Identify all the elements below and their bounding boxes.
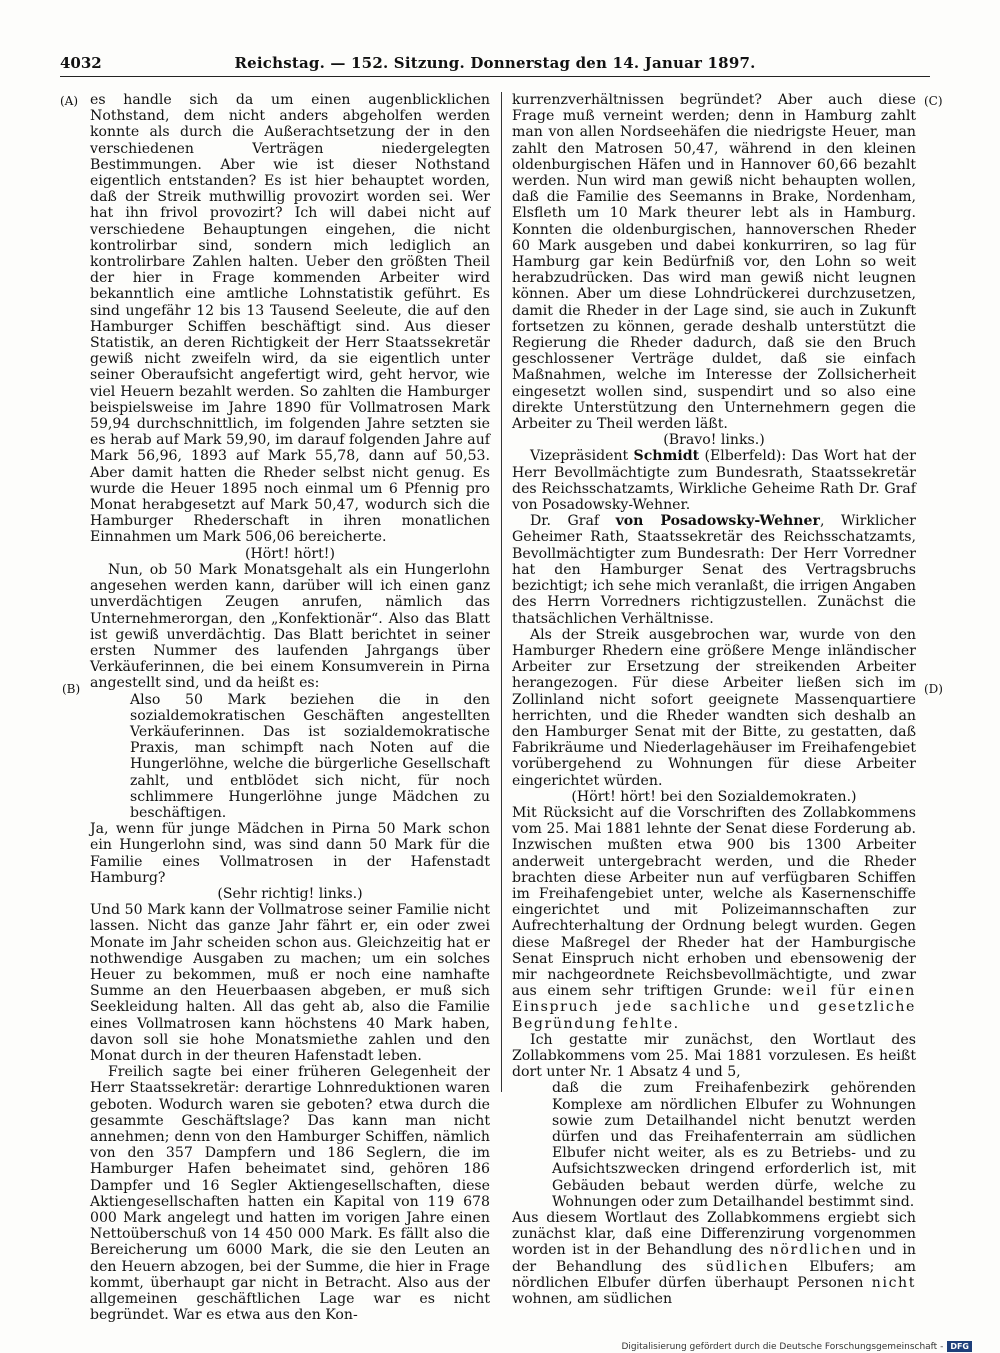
dfg-logo: DFG: [947, 1341, 972, 1352]
page-header: [60, 50, 930, 77]
right-column: [512, 92, 917, 1308]
paragraph-text: Aus diesem Wortlaut des Zollabkommens ergiebt sich zunächst klar, daß eine Differenzirung vorgenommen worden ist in der Behandlung des: [512, 1210, 916, 1259]
speaker-title: Vizepräsident: [530, 448, 634, 465]
paragraph: Nun, ob 50 Mark Monatsgehalt als ein Hungerlohn angesehen werden kann, darüber will ich einen ganz unverdächtigen Zeugen anrufen, nämlich das Unternehmerorgan, den „Konfektionär“. Also das Blatt ist gewiß unverdächtig. Das Blatt berichtet in seiner ersten Nummer des laufenden Jahrgangs über Verkäuferinnen, die bei einem Konsumverein in Pirna angestellt sind, und da heißt es:: [90, 561, 490, 692]
paragraph-text: wohnen, am südlichen: [512, 1291, 673, 1308]
paragraph-text: und in der Behandlung des: [512, 1242, 916, 1275]
emphasized-text: nicht: [871, 1274, 916, 1291]
paragraph-text: Mit Rücksicht auf die Vorschriften des Zollabkommens vom 25. Mai 1881 lehnte der Senat diese Forderung ab. Inzwischen mußten etwa 900 bis 1300 Arbeiter anderweit untergebracht werden, und die Rheder brachten diese Arbeiter nun auf verfügbaren Schiffen im Freihafengebiet unter, welche als Kasernenschiffe eingerichtet und mit Polizeimannschaften zur Aufrechterhaltung der Ordnung belegt wurden. Gegen diese Maßregel der Rheder hat der Hamburgische Senat Einspruch nicht erhoben und ebensowenig der mir nachgeordnete Reichsbevollmächtigte, und zwar aus einem sehr triftigen Grunde:: [512, 804, 916, 1000]
paragraph: [512, 805, 916, 1032]
paragraph: Ich gestatte mir zunächst, den Wortlaut des Zollabkommens vom 25. Mai 1881 vorzulesen. Es heißt dort unter Nr. 1 Absatz 4 und 5,: [512, 1031, 916, 1081]
speaker-name: von Posadowsky-Wehner: [615, 513, 820, 530]
interjection: (Bravo! links.): [663, 432, 765, 449]
speaker-title: Dr. Graf: [530, 513, 616, 530]
speaker-text: , Wirklicher Geheimer Rath, Staatssekretär des Reichsschatzamts, Bevollmächtigter zum Bundesrath: Der Herr Vorredner hat den Hamburger Senat des Vertragsbruchs bezichtigt; ich sehe mich veranlaßt, die irrigen Angaben des Herrn Vorredners richtigzustellen. Zunächst die thatsächlichen Verhältnisse.: [512, 513, 917, 627]
speaker-name: Schmidt: [633, 448, 700, 465]
paragraph: Als der Streik ausgebrochen war, wurde von den Hamburger Rhedern eine größere Menge inländischer Arbeiter zur Ersetzung der streikenden Arbeiter herangezogen. Für diese Arbeiter ließen sich im Zollinland nicht sofort geeignete Massenquartiere herrichten, und die Rheder wandten sich deshalb an den Hamburger Senat mit der Bitte, zu gestatten, daß Fabrikräume und Niederlagehäuser im Freihafengebiet vorübergehend zu Wohnungen für diese Arbeiter eingerichtet würden.: [512, 626, 916, 789]
paragraph: kurrenzverhältnissen begründet? Aber auch diese Frage muß verneint werden; denn in Hamburg zahlt man von allen Nordseehäfen die niedrigste Heuer, man zahlt den Matrosen 50,47, während in den kleinen oldenburgischen Häfen und in Hannover 60,66 bezahlt werden. Nun wird man gewiß nicht behaupten wollen, daß die Familie des Seemanns in Brake, Nordenham, Elsfleth um 10 Mark theurer lebt als in Hamburg. Konnten die oldenburgischen, hannoverschen Rheder 60 Mark ausgeben und dabei konkurriren, so lag für Hamburg gar kein Bedürfniß vor, den Lohn so weit herabzudrücken. Das wird man gewiß nicht leugnen können. Aber um diese Lohndrückerei durchzusetzen, damit die Rheder in der Lage sind, sie auch in Zukunft fortsetzen zu können, gerade deshalb unterstützt die Regierung die Rheder dadurch, daß sie den Bruch geschlossener Verträge duldet, daß sie einfach Maßnahmen, welche im Interesse der Zollsicherheit eingesetzt wollen sind, suspendirt und so also eine direkte Unterstützung den Unternehmern gegen die Arbeiter zu Theil werden läßt.: [512, 92, 916, 433]
emphasized-text: nördlichen: [769, 1242, 863, 1259]
interjection: (Sehr richtig! links.): [217, 885, 363, 902]
digitization-credit: [621, 1341, 972, 1352]
emphasized-text: weil für einen Einspruch jede sachliche und gesetzliche Begründung fehlte.: [512, 983, 916, 1032]
speaker-paragraph: [512, 513, 916, 626]
left-column: [90, 92, 490, 1324]
credit-text: Digitalisierung gefördert durch die Deutsche Forschungsgemeinschaft -: [621, 1341, 944, 1352]
running-title: Reichstag. — 152. Sitzung. Donnerstag den 14. Januar 1897.: [234, 54, 756, 72]
interjection: (Hört! hört! bei den Sozialdemokraten.): [571, 788, 857, 805]
block-quote: Also 50 Mark beziehen die in den sozialdemokratischen Geschäften angestellten Verkäuferinnen. Das ist sozialdemokratische Praxis, man schimpft nach Noten auf die Hungerlöhne, welche die bürgerliche Gesellschaft zahlt, und entblödet sich nicht, für noch schlimmere Hungerlöhne junge Mädchen zu beschäftigen.: [130, 691, 490, 821]
paragraph-text: Elbufers; am nördlichen Elbufer dürfen überhaupt Personen: [512, 1258, 916, 1291]
paragraph: Und 50 Mark kann der Vollmatrose seiner Familie nicht lassen. Nicht das ganze Jahr fährt er, ein oder zwei Monate im Jahr scheiden schon aus. Gleichzeitig hat er nothwendige Ausgaben zu machen; um ein solches Heuer zu bekommen, muß er noch eine namhafte Summe an den Heuerbaasen abgeben, er muß sich Seekleidung halten. All das geht ab, also die Familie eines Vollmatrosen kann höchstens 40 Mark haben, davon soll sie hohe Monatsmiethe zahlen und den Monat durch in der theuren Hafenstadt leben.: [90, 902, 490, 1064]
speaker-paragraph: [512, 448, 916, 513]
margin-marker-c: (C): [924, 94, 943, 108]
column-divider: [501, 92, 502, 1092]
margin-marker-a: (A): [60, 94, 79, 108]
paragraph: Freilich sagte bei einer früheren Gelegenheit der Herr Staatssekretär: derartige Lohnreduktionen waren geboten. Wodurch waren sie geboten? etwa durch die gesammte Geschäftslage? Das kann man nicht annehmen; denn von den Hamburger Schiffen, nämlich von den 357 Dampfern und 186 Seglern, die im Hamburger Hafen beheimatet sind, gehören 186 Dampfer und 16 Segler Aktiengesellschaften, diese Aktiengesellschaften hatten ein Kapital von 119 678 000 Mark angelegt und hatten im vorigen Jahre einen Nettoüberschuß von 14 450 000 Mark. Es fällt also die Bereicherung um 6000 Mark, die sie den Leuten an den Heuern abzogen, bei der Summe, die hier in Frage kommt, überhaupt gar nicht in Betracht. Also aus der allgemeinen geschäftlichen Lage war es nicht begründet. War es etwa aus den Kon-: [90, 1064, 490, 1324]
margin-marker-b: (B): [62, 682, 81, 696]
page-number: 4032: [60, 54, 102, 72]
paragraph: es handle sich da um einen augenblicklichen Nothstand, dem nicht anders abgeholfen werden konnte als durch die Außerachtsetzung der in den verschiedenen Verträgen niedergelegten Bestimmungen. Aber wie ist dieser Nothstand eigentlich entstanden? Es ist hier behauptet worden, daß der Streik muthwillig provozirt worden sei. Wer hat ihn frivol provozirt? Ich will dabei nicht auf verschiedene Behauptungen eingehen, die nicht kontrolirbar sind, sondern mich lediglich an kontrolirbare Zahlen halten. Ueber den größten Theil der hier in Frage kommenden Arbeiter wird bekanntlich eine amtliche Lohnstatistik geführt. Es sind ungefähr 12 bis 13 Tausend Seeleute, die auf den Hamburger Schiffen beschäftigt sind. Aus dieser Statistik, an deren Richtigkeit der Herr Staatssekretär gewiß nicht zweifeln wird, da sie eigentlich unter seiner Oberaufsicht angefertigt wird, geht hervor, wie viel Heuern bezahlt werden. So zahlten die Hamburger beispielsweise im Jahre 1890 für Vollmatrosen Mark 59,94 durchschnittlich, im folgenden Jahre setzten sie es herab auf Mark 59,90, im darauf folgenden Jahre auf Mark 56,96, 1893 auf Mark 55,78, dann auf 50,53. Aber damit hatten die Rheder selbst nicht genug. Es wurde die Heuer 1895 noch einmal um 6 Pfennig pro Monat herabgesetzt auf Mark 50,47, wodurch sich die Hamburger Rhederschaft in ihren monatlichen Einnahmen um Mark 506,06 bereicherte.: [90, 92, 490, 546]
block-quote: daß die zum Freihafenbezirk gehörenden Komplexe am nördlichen Elbufer zu Wohnungen sowie zum Detailhandel nicht benutzt werden dürfen und das Freihafenterrain am südlichen Elbufer nicht weiter, als es zu Betriebs- und zu Aufsichtszwecken dringend erforderlich ist, mit Gebäuden bebaut werden dürfe, welche zu Wohnungen oder zum Detailhandel bestimmt sind.: [552, 1080, 916, 1210]
interjection: (Hört! hört!): [245, 545, 335, 562]
margin-marker-d: (D): [924, 682, 943, 696]
paragraph: [512, 1210, 916, 1307]
emphasized-text: südlichen: [706, 1258, 790, 1275]
speaker-text: (Elberfeld): Das Wort hat der Herr Bevollmächtigte zum Bundesrath, Staatssekretär des Reichsschatzamts, Wirkliche Geheime Rath Dr. Graf von Posadowsky-Wehner.: [512, 448, 916, 514]
paragraph: Ja, wenn für junge Mädchen in Pirna 50 Mark schon ein Hungerlohn sind, was sind dann 50 Mark für die Familie eines Vollmatrosen in der Hafenstadt Hamburg?: [90, 821, 490, 886]
